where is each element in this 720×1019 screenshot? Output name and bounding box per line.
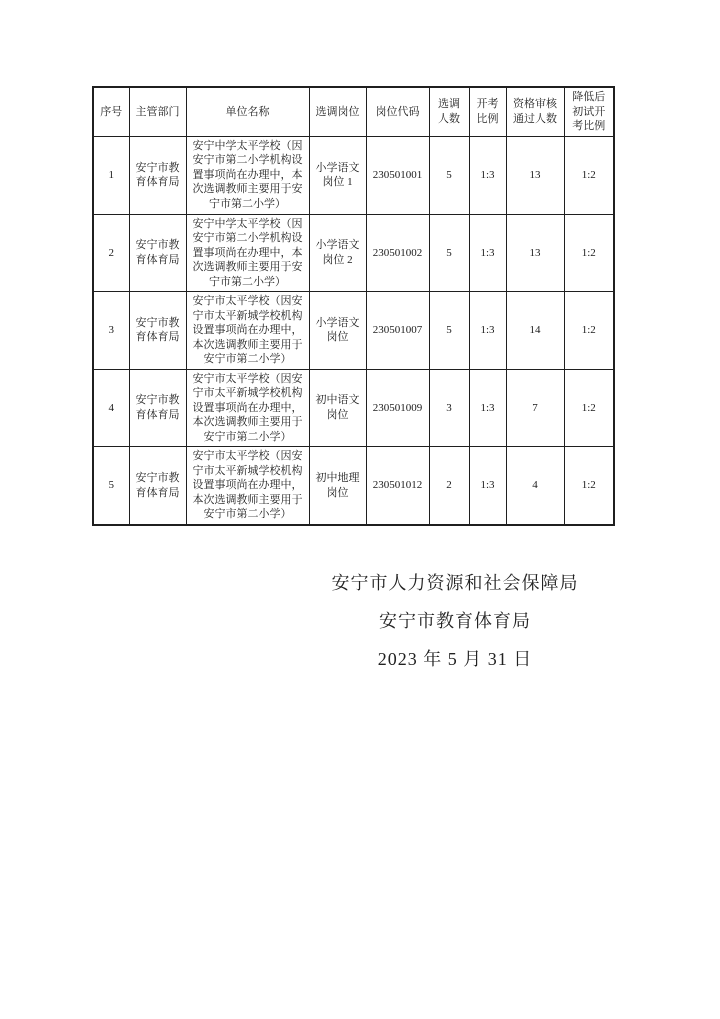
cell-reduced-ratio: 1:2	[564, 369, 614, 447]
cell-serial: 1	[93, 136, 129, 214]
cell-quota: 3	[429, 369, 469, 447]
header-supervising-department: 主管部门	[129, 87, 186, 136]
cell-unit-name: 安宁市太平学校（因安宁市太平新城学校机构设置事项尚在办理中，本次选调教师主要用于安宁市第二小学）	[186, 292, 309, 370]
cell-position: 初中语文岗位	[309, 369, 366, 447]
cell-unit-name: 安宁中学太平学校（因安宁市第二小学机构设置事项尚在办理中，本次选调教师主要用于安宁市第二小学）	[186, 214, 309, 292]
header-reduced-exam-ratio: 降低后初试开考比例	[564, 87, 614, 136]
cell-department: 安宁市教育体育局	[129, 447, 186, 525]
cell-quota: 5	[429, 214, 469, 292]
header-unit-name: 单位名称	[186, 87, 309, 136]
cell-exam-ratio: 1:3	[469, 369, 506, 447]
cell-exam-ratio: 1:3	[469, 214, 506, 292]
table-row	[93, 214, 614, 292]
cell-serial: 3	[93, 292, 129, 370]
table-row	[93, 447, 614, 525]
cell-serial: 4	[93, 369, 129, 447]
signature-block	[300, 564, 610, 678]
cell-unit-name: 安宁市太平学校（因安宁市太平新城学校机构设置事项尚在办理中，本次选调教师主要用于安宁市第二小学）	[186, 369, 309, 447]
signature-org-1: 安宁市人力资源和社会保障局	[331, 573, 579, 593]
cell-unit-name: 安宁中学太平学校（因安宁市第二小学机构设置事项尚在办理中，本次选调教师主要用于安宁市第二小学）	[186, 136, 309, 214]
position-table	[92, 86, 615, 526]
cell-exam-ratio: 1:3	[469, 447, 506, 525]
cell-department: 安宁市教育体育局	[129, 292, 186, 370]
cell-quota: 5	[429, 136, 469, 214]
cell-quota: 5	[429, 292, 469, 370]
cell-reduced-ratio: 1:2	[564, 136, 614, 214]
cell-qualified-count: 14	[506, 292, 564, 370]
cell-qualified-count: 13	[506, 136, 564, 214]
table-row	[93, 369, 614, 447]
table-row	[93, 136, 614, 214]
cell-qualified-count: 7	[506, 369, 564, 447]
cell-position-code: 230501009	[366, 369, 429, 447]
cell-department: 安宁市教育体育局	[129, 136, 186, 214]
cell-serial: 2	[93, 214, 129, 292]
table-header-row	[93, 87, 614, 136]
cell-qualified-count: 13	[506, 214, 564, 292]
header-position-code: 岗位代码	[366, 87, 429, 136]
header-selection-quota: 选调人数	[429, 87, 469, 136]
header-qualified-count: 资格审核通过人数	[506, 87, 564, 136]
cell-position-code: 230501002	[366, 214, 429, 292]
signature-date: 2023 年 5 月 31 日	[377, 649, 533, 669]
cell-reduced-ratio: 1:2	[564, 214, 614, 292]
cell-position: 小学语文岗位	[309, 292, 366, 370]
cell-department: 安宁市教育体育局	[129, 214, 186, 292]
cell-position-code: 230501007	[366, 292, 429, 370]
cell-reduced-ratio: 1:2	[564, 292, 614, 370]
header-selected-position: 选调岗位	[309, 87, 366, 136]
cell-position-code: 230501001	[366, 136, 429, 214]
cell-reduced-ratio: 1:2	[564, 447, 614, 525]
cell-position: 小学语文岗位 1	[309, 136, 366, 214]
signature-org-2: 安宁市教育体育局	[379, 611, 531, 631]
cell-position-code: 230501012	[366, 447, 429, 525]
cell-unit-name: 安宁市太平学校（因安宁市太平新城学校机构设置事项尚在办理中，本次选调教师主要用于安宁市第二小学）	[186, 447, 309, 525]
cell-serial: 5	[93, 447, 129, 525]
cell-department: 安宁市教育体育局	[129, 369, 186, 447]
cell-exam-ratio: 1:3	[469, 292, 506, 370]
cell-quota: 2	[429, 447, 469, 525]
header-serial-number: 序号	[93, 87, 129, 136]
cell-position: 小学语文岗位 2	[309, 214, 366, 292]
cell-exam-ratio: 1:3	[469, 136, 506, 214]
cell-qualified-count: 4	[506, 447, 564, 525]
header-exam-ratio: 开考比例	[469, 87, 506, 136]
cell-position: 初中地理岗位	[309, 447, 366, 525]
table-row	[93, 292, 614, 370]
